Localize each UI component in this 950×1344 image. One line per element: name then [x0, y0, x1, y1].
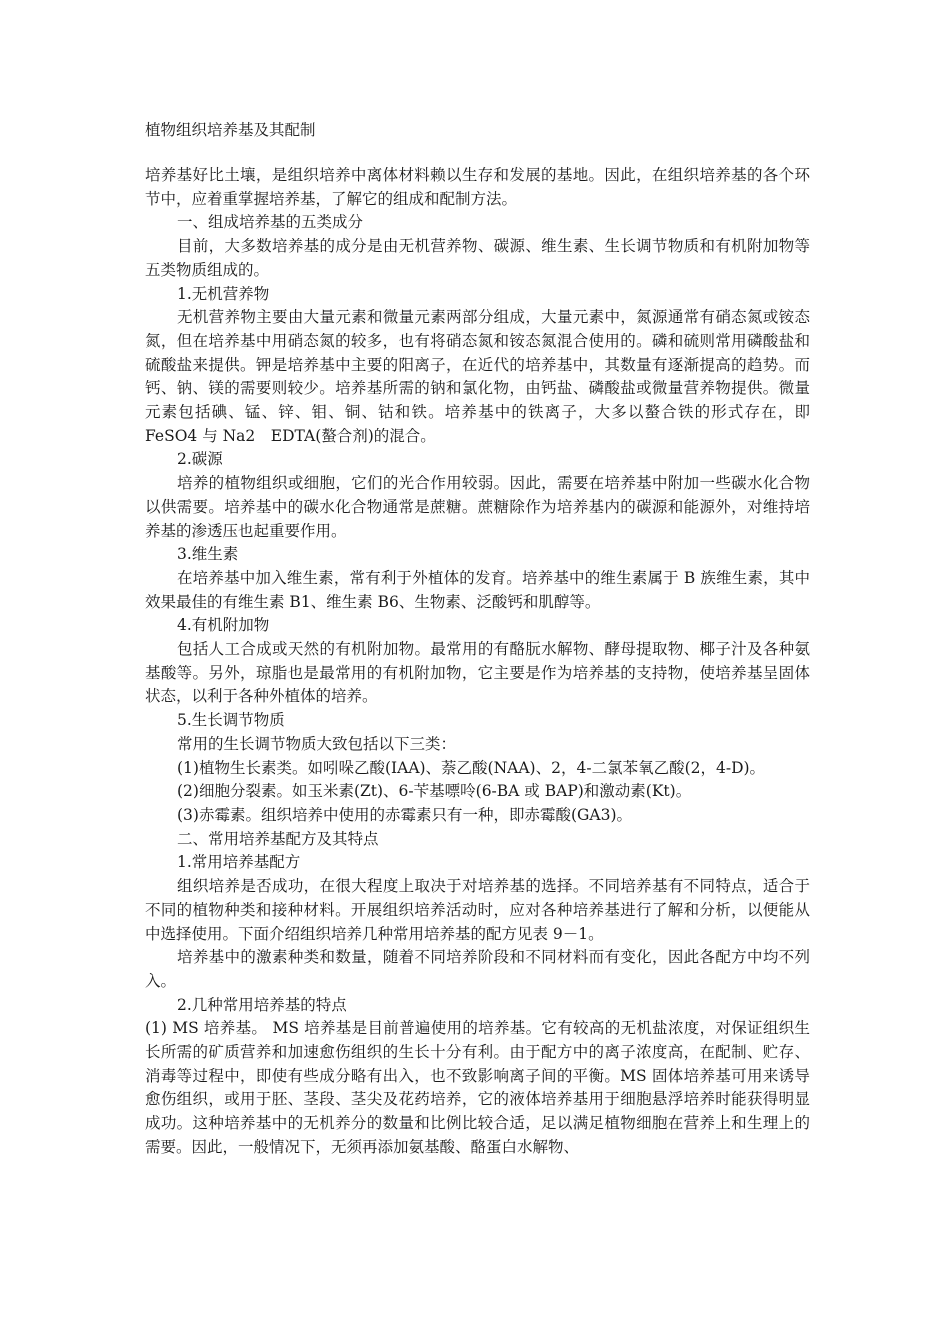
- paragraph: 无机营养物主要由大量元素和微量元素两部分组成，大量元素中，氮源通常有硝态氮或铵态氮，但在培养基中用硝态氮的较多，也有将硝态氮和铵态氮混合使用的。磷和硫则常用磷酸盐和硫酸盐来提供。钾是培养基中主要的阳离子，在近代的培养基中，其数量有逐渐提高的趋势。而钙、钠、镁的需要则较少。培养基所需的钠和氯化物，由钙盐、磷酸盐或微量营养物提供。微量元素包括碘、锰、锌、钼、铜、钴和铁。培养基中的铁离子，大多以螯合铁的形式存在，即 FeSO4 与 Na2 EDTA(螯合剂)的混合。: [145, 308, 810, 445]
- paragraph: (3)赤霉素。组织培养中使用的赤霉素只有一种，即赤霉酸(GA3)。: [177, 805, 632, 824]
- paragraph: 3.维生素: [177, 545, 239, 564]
- paragraph: 1.无机营养物: [177, 284, 270, 303]
- paragraph: 常用的生长调节物质大致包括以下三类：: [177, 734, 457, 753]
- paragraph: 包括人工合成或天然的有机附加物。最常用的有酪朊水解物、酵母提取物、椰子汁及各种氨基酸等。另外，琼脂也是最常用的有机附加物，它主要是作为培养基的支持物，使培养基呈固体状态，以利于各种外植体的培养。: [145, 640, 810, 706]
- paragraph: 培养的植物组织或细胞，它们的光合作用较弱。因此，需要在培养基中附加一些碳水化合物以供需要。培养基中的碳水化合物通常是蔗糖。蔗糖除作为培养基内的碳源和能源外，对维持培养基的渗透压也起重要作用。: [145, 474, 810, 540]
- paragraph: (2)细胞分裂素。如玉米素(Zt)、6-苄基嘌呤(6-BA 或 BAP)和激动素(Kt)。: [177, 782, 692, 801]
- paragraph: 二、常用培养基配方及其特点: [177, 829, 379, 848]
- paragraph: 5.生长调节物质: [177, 711, 285, 730]
- paragraph: 在培养基中加入维生素，常有利于外植体的发育。培养基中的维生素属于 B 族维生素，其中效果最佳的有维生素 B1、维生素 B6、生物素、泛酸钙和肌醇等。: [145, 568, 810, 611]
- paragraph: 4.有机附加物: [177, 616, 270, 635]
- paragraph: (1) MS 培养基。 MS 培养基是目前普遍使用的培养基。它有较高的无机盐浓度，对保证组织生长所需的矿质营养和加速愈伤组织的生长十分有利。由于配方中的离子浓度高，在配制、贮存、消毒等过程中，即使有些成分略有出入，也不致影响离子间的平衡。MS 固体培养基可用来诱导愈伤组织，或用于胚、茎段、茎尖及花药培养，它的液体培养基用于细胞悬浮培养时能获得明显成功。这种培养基中的无机养分的数量和比例比较合适，足以满足植物细胞在营养上和生理上的需要。因此，一般情况下，无须再添加氨基酸、酪蛋白水解物、: [145, 1019, 810, 1156]
- document-body: [145, 164, 810, 1160]
- paragraph: 组织培养是否成功，在很大程度上取决于对培养基的选择。不同培养基有不同特点，适合于不同的植物种类和接种材料。开展组织培养活动时，应对各种培养基进行了解和分析，以便能从中选择使用。下面介绍组织培养几种常用培养基的配方见表 9－1。: [145, 877, 810, 943]
- document-title: 植物组织培养基及其配制: [145, 121, 316, 139]
- paragraph: 2.碳源: [177, 450, 223, 469]
- paragraph: 培养基中的激素种类和数量，随着不同培养阶段和不同材料而有变化，因此各配方中均不列入。: [145, 948, 810, 990]
- paragraph: 1.常用培养基配方: [177, 853, 301, 872]
- paragraph: 培养基好比土壤，是组织培养中离体材料赖以生存和发展的基地。因此，在组织培养基的各个环节中，应着重掌握培养基，了解它的组成和配制方法。: [145, 166, 810, 208]
- paragraph: 2.几种常用培养基的特点: [177, 995, 347, 1014]
- paragraph: (1)植物生长素类。如吲哚乙酸(IAA)、萘乙酸(NAA)、2，4-二氯苯氧乙酸(2，4-D)。: [177, 758, 766, 777]
- paragraph: 一、组成培养基的五类成分: [177, 213, 364, 232]
- paragraph: 目前，大多数培养基的成分是由无机营养物、碳源、维生素、生长调节物质和有机附加物等五类物质组成的。: [145, 237, 810, 279]
